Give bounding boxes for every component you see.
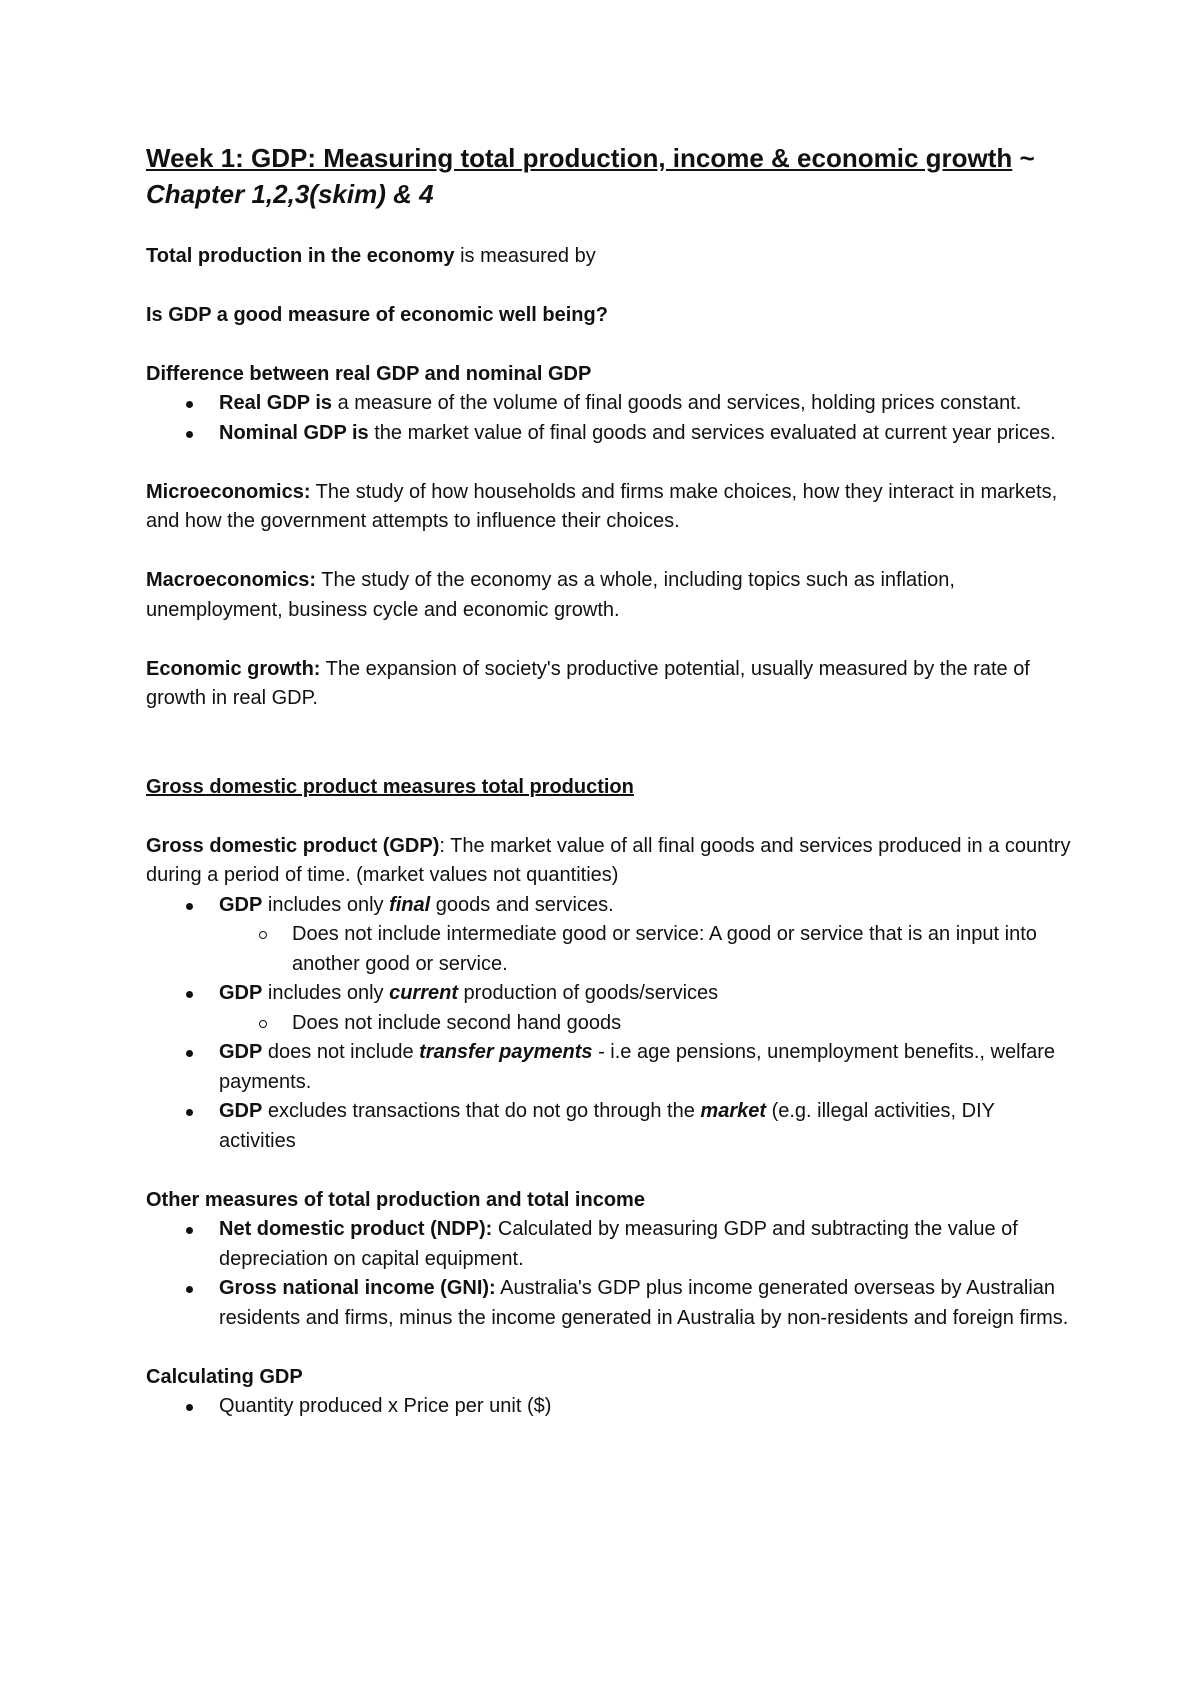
question-line: Is GDP a good measure of economic well being? <box>146 303 608 326</box>
list-item: GDP does not include transfer payments - i.e age pensions, unemployment benefits., welfare payments. <box>146 1038 1076 1097</box>
sub-list-item: Does not include intermediate good or service: A good or service that is an input into another good or service. <box>146 920 1076 979</box>
micro-definition: Microeconomics: The study of how households and firms make choices, how they interact in markets, and how the government attempts to influence their choices. <box>146 480 1058 532</box>
gdp-definition: Gross domestic product (GDP): The market value of all final goods and services produced in a country during a period of time. (market values not quantities) <box>146 834 1071 886</box>
list-item: Gross national income (GNI): Australia's GDP plus income generated overseas by Australian residents and firms, minus the income generated in Australia by non-residents and foreign firms. <box>146 1274 1076 1333</box>
list-item: Net domestic product (NDP): Calculated by measuring GDP and subtracting the value of depreciation on capital equipment. <box>146 1215 1076 1274</box>
total-production-line: Total production in the economy is measured by <box>146 244 596 267</box>
title-tilde: ~ <box>1012 143 1035 173</box>
growth-definition: Economic growth: The expansion of society's productive potential, usually measured by the rate of growth in real GDP. <box>146 657 1030 709</box>
difference-heading: Difference between real GDP and nominal GDP <box>146 362 592 385</box>
sub-list-item: Does not include second hand goods <box>146 1009 1076 1039</box>
calc-list <box>146 1392 1076 1422</box>
section-heading: Gross domestic product measures total production <box>146 775 634 798</box>
list-item: GDP excludes transactions that do not go through the market (e.g. illegal activities, DIY activities <box>146 1097 1076 1156</box>
title-main: Week 1: GDP: Measuring total production, income & economic growth <box>146 143 1013 173</box>
title-chapters: Chapter 1,2,3(skim) & 4 <box>146 179 434 209</box>
list-item: Quantity produced x Price per unit ($) <box>146 1392 1076 1422</box>
list-item: GDP includes only final goods and services. <box>146 891 1076 921</box>
page-title <box>146 140 1076 212</box>
difference-list <box>146 389 1076 448</box>
macro-definition: Macroeconomics: The study of the economy as a whole, including topics such as inflation, unemployment, business cycle and economic growth. <box>146 569 955 621</box>
list-item: Nominal GDP is the market value of final goods and services evaluated at current year prices. <box>146 419 1076 449</box>
list-item: Real GDP is a measure of the volume of final goods and services, holding prices constant. <box>146 389 1076 419</box>
list-item: GDP includes only current production of goods/services <box>146 979 1076 1009</box>
document-page <box>146 140 1076 1422</box>
other-list <box>146 1215 1076 1333</box>
calc-heading: Calculating GDP <box>146 1365 303 1388</box>
gdp-list <box>146 891 1076 1157</box>
other-heading: Other measures of total production and total income <box>146 1188 645 1211</box>
